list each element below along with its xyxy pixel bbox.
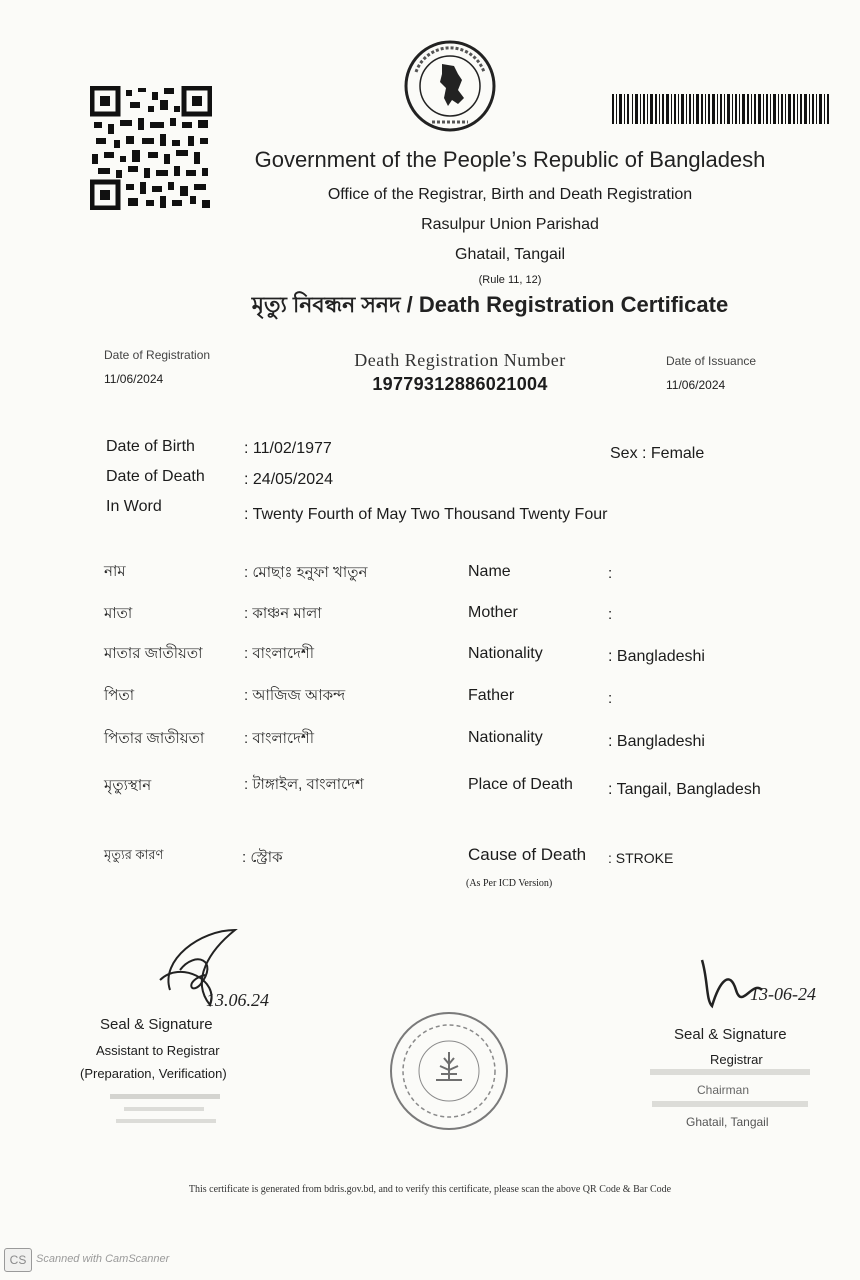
registration-number-label: Death Registration Number [354,350,566,370]
date-of-birth-label: Date of Birth [106,438,195,455]
father-bn-value: : আজিজ আকন্দ [244,687,346,704]
in-word-value: : Twenty Fourth of May Two Thousand Twenty Four [244,506,608,523]
name-en-label: Name [468,563,511,580]
place-of-death-en-value: : Tangail, Bangladesh [608,781,761,798]
right-seal-signature-label: Seal & Signature [674,1026,787,1043]
date-of-registration-label: Date of Registration [104,348,211,362]
camscanner-text: Scanned with CamScanner [36,1253,170,1265]
father-nationality-bn-label: পিতার জাতীয়তা [104,730,205,747]
date-of-issuance-value: 11/06/2024 [666,378,726,392]
registrar-faint-name [650,1069,810,1075]
rule-reference: (Rule 11, 12) [478,274,542,286]
place-of-death-en-label: Place of Death [468,776,573,793]
qr-code [90,86,212,210]
name-en-value: : [608,565,613,582]
mother-bn-label: মাতা [104,605,133,622]
assistant-signature [140,910,290,1030]
date-of-death-value: : 24/05/2024 [244,471,333,488]
father-bn-label: পিতা [104,687,135,704]
government-title: Government of the People’s Republic of Bangladesh [254,147,766,172]
place-of-death-bn-value: : টাঙ্গাইল, বাংলাদেশ [244,776,364,793]
government-seal-icon [402,36,498,136]
registrar-location: Ghatail, Tangail [686,1115,769,1129]
registration-number-value: 19779312886021004 [372,374,548,394]
registrar-faint-union [652,1101,808,1107]
mother-nationality-bn-label: মাতার জাতীয়তা [104,645,203,662]
sex-value: Sex : Female [610,445,705,462]
cause-en-value: : STROKE [608,850,674,866]
union-name: Rasulpur Union Parishad [421,216,599,233]
father-en-value: : [608,690,613,707]
assistant-signature-date: 13.06.24 [206,990,269,1010]
registrar-signature-date: 13-06-24 [750,984,816,1004]
left-seal-signature-label: Seal & Signature [100,1016,213,1033]
father-en-label: Father [468,687,515,704]
camscanner-badge: CS [4,1248,32,1272]
mother-bn-value: : কাঞ্চন মালা [244,605,322,622]
in-word-label: In Word [106,498,162,515]
certificate-title: মৃত্যু নিবন্ধন সনদ / Death Registration Certificate [251,292,729,317]
place-of-death-bn-label: মৃত্যুস্থান [104,777,152,794]
date-of-birth-value: : 11/02/1977 [244,440,332,457]
date-of-registration-value: 11/06/2024 [104,372,164,386]
cause-bn-label: মৃত্যুর কারণ [104,847,164,862]
barcode [612,94,830,124]
registrar-signature [690,950,830,1030]
assistant-faint-stamp [110,1090,230,1130]
mother-en-label: Mother [468,604,518,621]
father-nationality-en-label: Nationality [468,729,543,746]
cause-en-label: Cause of Death [468,845,587,864]
office-location: Ghatail, Tangail [455,246,565,263]
date-of-issuance-label: Date of Issuance [666,354,757,368]
father-nationality-en-value: : Bangladeshi [608,733,705,750]
registrar-label: Registrar [710,1052,763,1067]
date-of-death-label: Date of Death [106,468,205,485]
union-parishad-seal-icon [386,1008,512,1134]
cause-icd-note: (As Per ICD Version) [466,878,553,889]
cause-bn-value: : স্ট্রোক [242,849,283,866]
mother-nationality-bn-value: : বাংলাদেশী [244,645,315,662]
mother-nationality-en-value: : Bangladeshi [608,648,705,665]
assistant-to-registrar-label: Assistant to Registrar [96,1043,220,1058]
father-nationality-bn-value: : বাংলাদেশী [244,730,315,747]
office-name: Office of the Registrar, Birth and Death Registration [327,186,693,203]
name-bn-label: নাম [104,563,126,580]
name-bn-value: : মোছাঃ হনুফা খাতুন [244,564,368,581]
verification-note: This certificate is generated from bdris.gov.bd, and to verify this certificate, please scan the above QR Code & Bar Code [188,1184,672,1195]
mother-nationality-en-label: Nationality [468,645,543,662]
registrar-chairman: Chairman [697,1083,750,1097]
preparation-verification-label: (Preparation, Verification) [80,1066,227,1081]
mother-en-value: : [608,606,613,623]
